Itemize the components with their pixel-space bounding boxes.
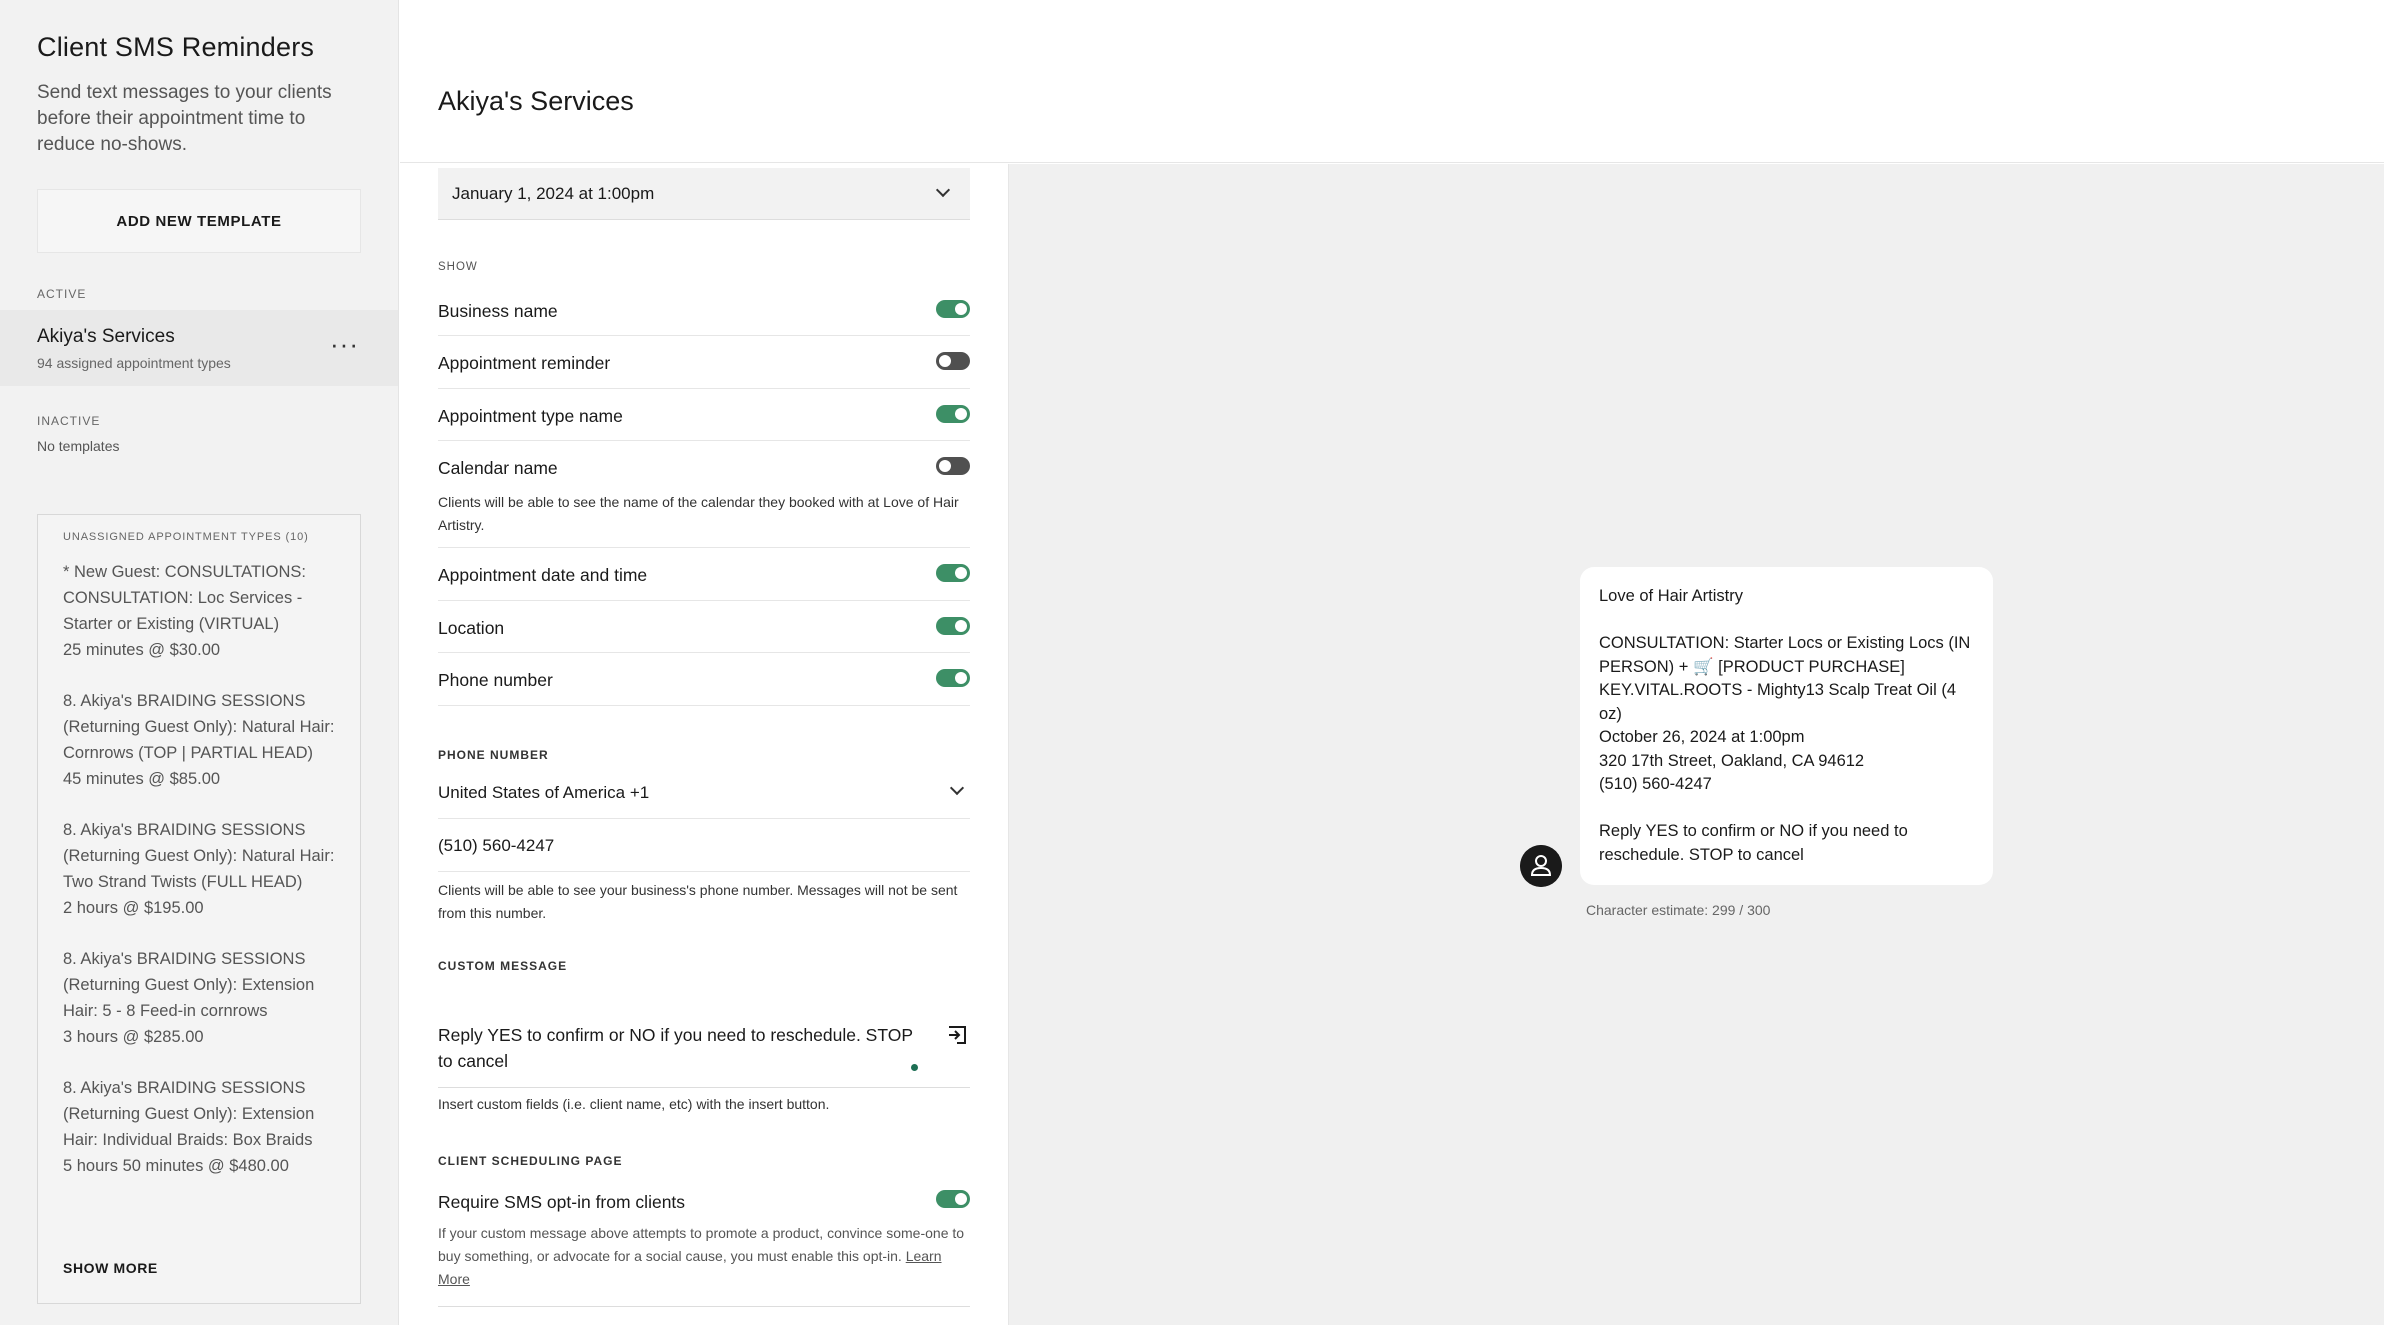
chevron-down-icon [950, 781, 964, 795]
list-item [63, 688, 343, 792]
character-estimate: Character estimate: 299 / 300 [1586, 902, 1771, 918]
custom-message-textarea[interactable] [438, 1012, 970, 1088]
country-code-select[interactable] [438, 767, 970, 819]
unassigned-list [63, 559, 343, 1204]
add-new-template-button[interactable]: ADD NEW TEMPLATE [37, 189, 361, 253]
sms-preview-panel [1008, 164, 2384, 1325]
show-section-label: SHOW [438, 261, 478, 273]
custom-message-value: Reply YES to confirm or NO if you need to reschedule. STOP to cancel [438, 1025, 913, 1071]
toggle-label: Appointment reminder [438, 353, 611, 373]
sms-message-text: Love of Hair Artistry CONSULTATION: Starter Locs or Existing Locs (IN PERSON) + 🛒 [PRODUCT PURCHASE] KEY.VITAL.ROOTS - Mighty13 Scalp Treat Oil (4 oz) October 26, 2024 at 1:00pm 320 17th Street, Oakland, CA 94612 (510) 560-4247 Reply YES to confirm or NO if you need to reschedule. STOP to cancel [1599, 587, 1971, 864]
list-item-detail: 2 hours @ $195.00 [63, 899, 204, 917]
calendar-name-toggle[interactable] [936, 457, 970, 475]
more-options-icon[interactable]: ··· [330, 329, 359, 359]
learn-more-link[interactable]: Learn More [438, 1248, 942, 1287]
date-select-value: January 1, 2024 at 1:00pm [452, 183, 655, 203]
phone-number-value: (510) 560-4247 [438, 836, 555, 855]
chevron-down-icon [936, 183, 950, 197]
toggle-row-business-name [438, 284, 970, 336]
toggle-label: Location [438, 618, 505, 638]
list-item-name: * New Guest: CONSULTATIONS: CONSULTATION: Loc Services - Starter or Existing (VIRTUAL) [63, 563, 306, 633]
custom-message-help: Insert custom fields (i.e. client name, etc) with the insert button. [438, 1096, 830, 1112]
phone-number-help: Clients will be able to see your business's phone number. Messages will not be sent from this number. [438, 882, 958, 921]
inactive-section-label: INACTIVE [37, 414, 101, 428]
list-item-name: 8. Akiya's BRAIDING SESSIONS (Returning Guest Only): Natural Hair: Two Strand Twists (FULL HEAD) [63, 821, 335, 891]
toggle-row-appointment-date-time [438, 548, 970, 601]
active-template-title: Akiya's Services [37, 326, 175, 347]
sms-optin-help [438, 1222, 970, 1291]
calendar-name-help: Clients will be able to see the name of the calendar they booked with at Love of Hair Artistry. [438, 494, 959, 533]
business-name-toggle[interactable] [936, 300, 970, 318]
custom-message-section-label: CUSTOM MESSAGE [438, 959, 568, 973]
location-toggle[interactable] [936, 617, 970, 635]
country-code-value: United States of America +1 [438, 783, 650, 802]
appointment-reminder-toggle[interactable] [936, 352, 970, 370]
sidebar-description: Send text messages to your clients before their appointment time to reduce no-shows. [37, 82, 332, 155]
inactive-empty-text: No templates [37, 438, 120, 454]
toggle-label: Phone number [438, 670, 553, 690]
list-item [63, 559, 343, 663]
toggle-label: Business name [438, 301, 558, 321]
toggle-row-appointment-type-name [438, 389, 970, 441]
phone-number-section-label: PHONE NUMBER [438, 748, 549, 762]
phone-number-input[interactable] [438, 819, 970, 872]
sms-optin-help-text: If your custom message above attempts to promote a product, convince some-one to buy something, or advocate for a social cause, you must enable this opt-in. [438, 1225, 965, 1264]
toggle-row-sms-optin [438, 1180, 970, 1307]
active-template-item[interactable] [0, 310, 398, 386]
toggle-row-location [438, 601, 970, 653]
phone-number-toggle[interactable] [936, 669, 970, 687]
toggle-row-appointment-reminder [438, 336, 970, 389]
toggle-row-calendar-name [438, 441, 970, 548]
list-item [63, 817, 343, 921]
toggle-label: Appointment type name [438, 406, 623, 426]
list-item-detail: 3 hours @ $285.00 [63, 1028, 204, 1046]
text-cursor-dot [911, 1064, 918, 1071]
list-item-name: 8. Akiya's BRAIDING SESSIONS (Returning Guest Only): Extension Hair: Individual Braids: Box Braids [63, 1079, 315, 1149]
toggle-label: Appointment date and time [438, 565, 648, 585]
list-item-name: 8. Akiya's BRAIDING SESSIONS (Returning Guest Only): Natural Hair: Cornrows (TOP | PARTIAL HEAD) [63, 692, 335, 762]
list-item-detail: 45 minutes @ $85.00 [63, 770, 221, 788]
sidebar-title: Client SMS Reminders [37, 32, 315, 62]
list-item-detail: 5 hours 50 minutes @ $480.00 [63, 1157, 289, 1175]
active-section-label: ACTIVE [37, 287, 87, 301]
list-item-detail: 25 minutes @ $30.00 [63, 641, 221, 659]
sms-optin-toggle[interactable] [936, 1190, 970, 1208]
insert-field-icon[interactable] [946, 1024, 968, 1046]
sidebar [0, 0, 399, 1325]
toggle-label: Calendar name [438, 458, 558, 478]
list-item [63, 946, 343, 1050]
list-item-name: 8. Akiya's BRAIDING SESSIONS (Returning Guest Only): Extension Hair: 5 - 8 Feed-in cornrows [63, 950, 315, 1020]
show-more-button[interactable]: SHOW MORE [63, 1260, 158, 1276]
sms-message-bubble [1580, 567, 1993, 885]
client-scheduling-section-label: CLIENT SCHEDULING PAGE [438, 1154, 623, 1168]
toggle-label: Require SMS opt-in from clients [438, 1192, 686, 1212]
appointment-type-name-toggle[interactable] [936, 405, 970, 423]
active-template-subtitle: 94 assigned appointment types [37, 355, 231, 371]
unassigned-header: UNASSIGNED APPOINTMENT TYPES (10) [63, 531, 309, 543]
toggle-row-phone-number [438, 653, 970, 706]
unassigned-appointment-types-panel [37, 514, 361, 1304]
user-avatar-icon [1520, 845, 1562, 887]
settings-form [400, 164, 1008, 1325]
date-preview-select[interactable] [438, 168, 970, 220]
page-header [400, 0, 2384, 163]
list-item [63, 1075, 343, 1179]
page-title: Akiya's Services [438, 86, 634, 116]
appointment-date-time-toggle[interactable] [936, 564, 970, 582]
